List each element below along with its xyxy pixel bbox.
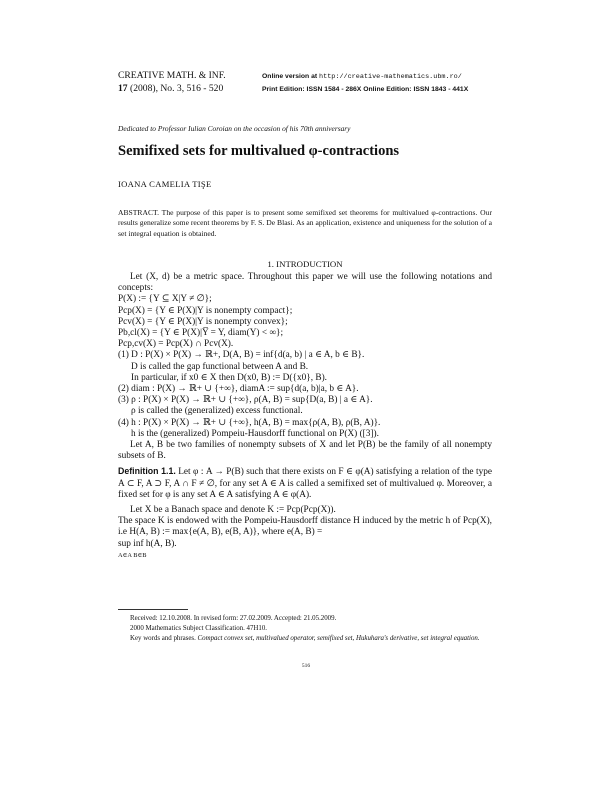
journal-edition-info	[262, 71, 468, 96]
msc-classification: 2000 Mathematics Subject Classification. 47H10.	[130, 625, 268, 633]
body-text	[118, 272, 492, 561]
keywords: Key words and phrases. Compact convex set, multivalued operator, semifixed set, Hukuhara's derivative, set integral equation.	[130, 635, 480, 643]
journal-volume: 17 (2008), No. 3, 516 - 520	[118, 82, 224, 94]
definition-note: h is the (generalized) Pompeiu-Hausdorff functional on P(X) ([3]).	[131, 428, 379, 439]
footnote-rule	[118, 609, 188, 610]
abstract-text: The purpose of this paper is to present some semifixed set theorems for multivalued φ-contractions. Our results generalize some recent theorems by F. S. De Blasi. As an application, existence and uniqueness for the solution of a set integral equation is obtained.	[118, 208, 492, 238]
paragraph: The space K is endowed with the Pompeiu-Hausdorff distance H induced by the metric h of Pcp(X), i.e H(A, B) := max{e(A, B), e(B, A)}, where e(A, B) =	[118, 516, 492, 538]
abstract	[118, 208, 492, 239]
definition-item: (3) ρ : P(X) × P(X) → ℝ+ ∪ {+∞}, ρ(A, B) = sup{D(a, B) | a ∈ A}.	[118, 395, 373, 406]
paragraph: Let (X, d) be a metric space. Throughout this paper we will use the following notations and concepts:	[118, 272, 492, 294]
notation-line: Pcp,cv(X) = Pcp(X) ∩ Pcv(X).	[118, 339, 234, 350]
section-heading: 1. INTRODUCTION	[267, 259, 343, 269]
dedication: Dedicated to Professor Iulian Coroian on the occasion of his 70th anniversary	[118, 124, 351, 133]
definition-note: D is called the gap functional between A and B.	[131, 361, 309, 372]
notation-line: P(X) := {Y ⊆ X|Y ≠ ∅};	[118, 294, 212, 305]
paper-title: Semifixed sets for multivalued φ-contractions	[118, 143, 400, 159]
journal-header	[118, 70, 226, 95]
definition-note: ρ is called the (generalized) excess functional.	[131, 406, 303, 417]
notation-line: Pb,cl(X) = {Y ∈ P(X)|Y̅ = Y, diam(Y) < ∞};	[118, 328, 284, 339]
journal-name: CREATIVE MATH. & INF.	[118, 70, 226, 81]
notation-line: Pcv(X) = {Y ∈ P(X)|Y is nonempty convex};	[118, 316, 288, 327]
definition-label: Definition 1.1.	[118, 466, 176, 477]
page-number: 516	[301, 663, 311, 669]
formula-subscript: A∈A B∈B	[118, 551, 147, 559]
definition-note: In particular, if x0 ∈ X then D(x0, B) := D({x0}, B).	[131, 372, 327, 383]
definition-item: (4) h : P(X) × P(X) → ℝ+ ∪ {+∞}, h(A, B) = max{ρ(A, B), ρ(B, A)}.	[118, 417, 381, 428]
paragraph: Let A, B be two families of nonempty subsets of X and let P(B) be the family of all nonempty subsets of B.	[118, 440, 492, 462]
formula-line: sup inf h(A, B).	[118, 538, 177, 549]
abstract-label: ABSTRACT.	[118, 208, 159, 217]
definition-item: (2) diam : P(X) → ℝ+ ∪ {+∞}, diamA := sup{d(a, b)|a, b ∈ A}.	[118, 384, 359, 395]
print-edition: Print Edition: ISSN 1584 - 286X Online Edition: ISSN 1843 - 441X	[262, 85, 469, 93]
online-version: Online version at http://creative-mathematics.ubm.ro/	[262, 73, 462, 81]
author: IOANA CAMELIA TIŞE	[118, 179, 212, 189]
received-dates: Received: 12.10.2008. In revised form: 27.02.2009. Accepted: 21.05.2009.	[130, 615, 337, 622]
definition-text: Let φ : A → P(B) such that there exists on F ∈ φ(A) satisfying a relation of the type A ⊂ F, A ⊃ F, A ∩ F ≠ ∅, for any set A ∈ A is called a semifixed set of multivalued φ. Moreover, a fixed set for φ is any set A ∈ A satisfying A ∈ φ(A).	[118, 467, 492, 500]
paragraph: Let X be a Banach space and denote K := Pcp(Pcp(X)).	[130, 505, 336, 516]
definition-item: (1) D : P(X) × P(X) → ℝ+, D(A, B) = inf{d(a, b) | a ∈ A, b ∈ B}.	[118, 350, 365, 361]
notation-line: Pcp(X) = {Y ∈ P(X)|Y is nonempty compact};	[118, 305, 293, 316]
footnotes	[118, 614, 492, 645]
definition-block	[118, 466, 492, 501]
